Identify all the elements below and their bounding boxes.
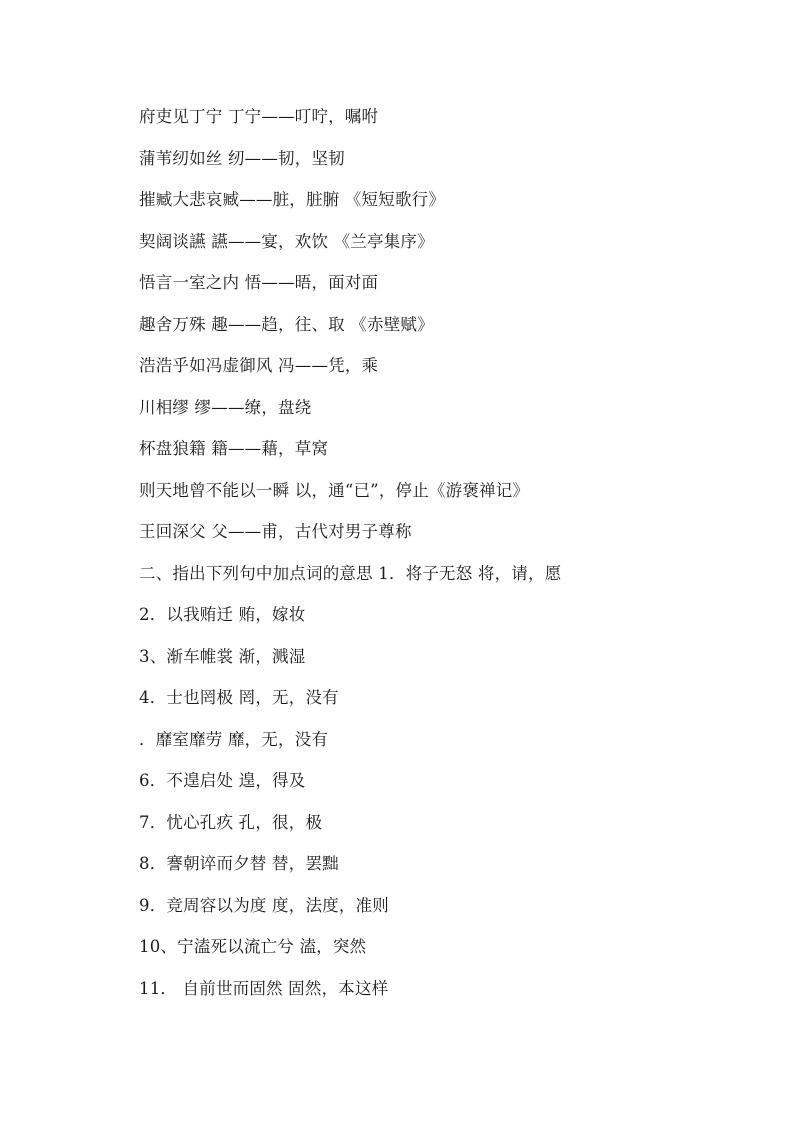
note-line: 趣舍万殊 趣——趋，往、取 《赤壁赋》 (139, 314, 434, 334)
note-line: 摧臧大悲哀臧——脏，脏腑 《短短歌行》 (139, 190, 446, 209)
note-line: 4．士也罔极 罔，无，没有 (139, 688, 339, 707)
note-line: 8．謇朝谇而夕替 替，罢黜 (139, 854, 339, 873)
note-line: 6．不遑启处 遑，得及 (139, 771, 306, 790)
note-line: 7．忧心孔疚 孔，很，极 (139, 812, 323, 832)
note-line: 则天地曾不能以一瞬 以，通“已”，停止《游褒禅记》 (139, 480, 530, 500)
notes-list (139, 103, 759, 1016)
section-heading-line: 二、指出下列句中加点词的意思 1．将子无怒 将，请，愿 (139, 563, 562, 583)
note-line: 王回深父 父——甫，古代对男子尊称 (139, 522, 412, 541)
note-line: 10、宁溘死以流亡兮 溘，突然 (139, 937, 367, 956)
note-line: 9．竞周容以为度 度，法度，准则 (139, 895, 389, 915)
note-line: ．靡室靡劳 靡，无，没有 (139, 729, 329, 749)
note-line: 浩浩乎如冯虚御风 冯——凭，乘 (139, 356, 379, 375)
note-line: 府吏见丁宁 丁宁——叮咛，嘱咐 (139, 107, 379, 126)
note-line: 川相缪 缪——缭，盘绕 (139, 397, 312, 417)
note-line: 悟言一室之内 悟——晤，面对面 (139, 273, 379, 292)
note-line: 蒲苇纫如丝 纫——韧，坚韧 (139, 148, 345, 168)
note-line: 3、渐车帷裳 渐，溅湿 (139, 646, 306, 666)
note-line: 杯盘狼籍 籍——藉，草窝 (139, 439, 329, 458)
note-line: 契阔谈讌 讌——宴，欢饮 《兰亭集序》 (139, 231, 434, 251)
note-line: 11． 自前世而固然 固然，本这样 (139, 978, 389, 998)
note-line: 2．以我贿迁 贿，嫁妆 (139, 605, 306, 624)
